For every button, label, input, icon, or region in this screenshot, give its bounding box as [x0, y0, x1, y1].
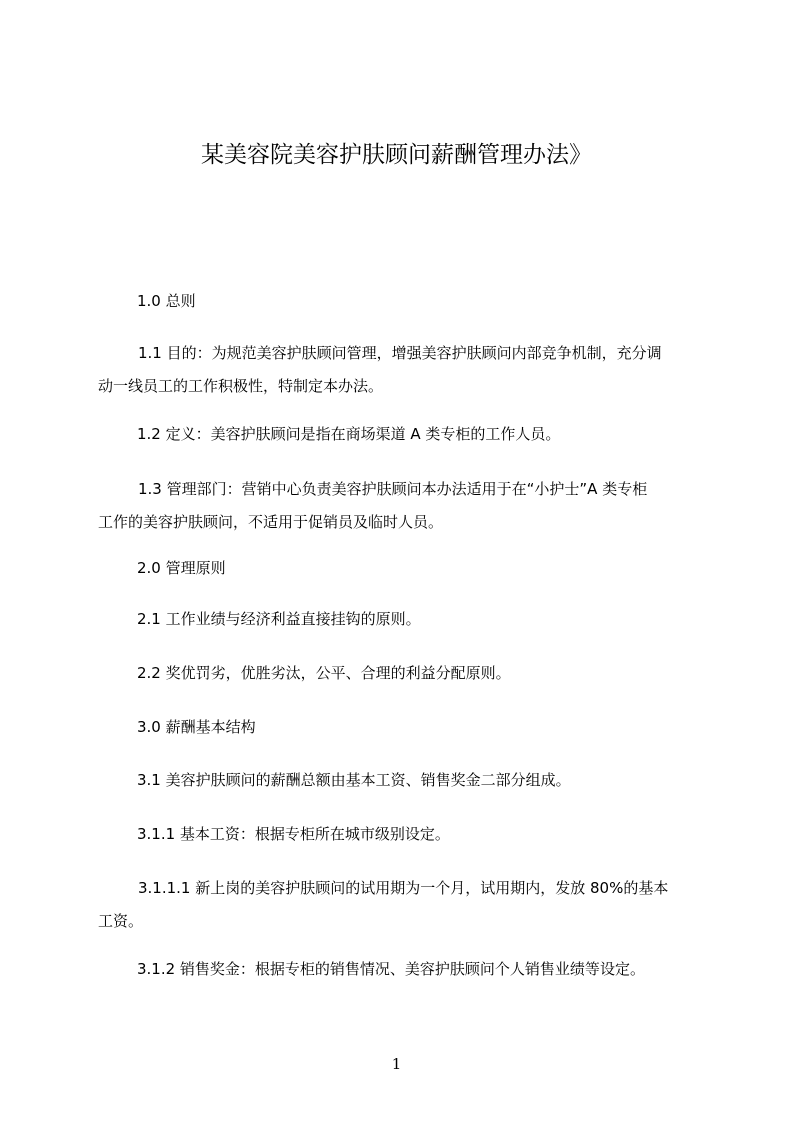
paragraph-sales-bonus: 3.1.2 销售奖金：根据专柜的销售情况、美容护肤顾问个人销售业绩等设定。 [137, 960, 645, 978]
section-heading-principles: 2.0 管理原则 [137, 559, 226, 577]
paragraph-base-salary: 3.1.1 基本工资：根据专柜所在城市级别设定。 [137, 825, 450, 843]
document-title: 某美容院美容护肤顾问薪酬管理办法》 [201, 142, 592, 168]
paragraph-principle-1: 2.1 工作业绩与经济利益直接挂钩的原则。 [137, 610, 421, 628]
paragraph-line: 工作的美容护肤顾问，不适用于促销员及临时人员。 [98, 513, 444, 531]
paragraph-purpose [98, 337, 708, 403]
paragraph-salary-composition: 3.1 美容护肤顾问的薪酬总额由基本工资、销售奖金二部分组成。 [137, 771, 571, 789]
paragraph-probation [98, 872, 708, 938]
paragraph-line: 3.1.1.1 新上岗的美容护肤顾问的试用期为一个月，试用期内，发放 80%的基本 [138, 879, 669, 897]
paragraph-definition: 1.2 定义：美容护肤顾问是指在商场渠道 A 类专柜的工作人员。 [137, 425, 561, 443]
page-number: 1 [391, 1055, 402, 1073]
section-heading-general: 1.0 总则 [137, 292, 196, 310]
paragraph-management-dept [98, 473, 708, 539]
paragraph-line: 1.1 目的：为规范美容护肤顾问管理，增强美容护肤顾问内部竞争机制，充分调 [138, 344, 662, 362]
paragraph-line: 1.3 管理部门：营销中心负责美容护肤顾问本办法适用于在“小护士”A 类专柜 [138, 480, 648, 498]
section-heading-structure: 3.0 薪酬基本结构 [137, 718, 256, 736]
paragraph-line: 动一线员工的工作积极性，特制定本办法。 [98, 377, 384, 395]
paragraph-principle-2: 2.2 奖优罚劣，优胜劣汰，公平、合理的利益分配原则。 [137, 664, 511, 682]
paragraph-line: 工资。 [98, 912, 144, 930]
